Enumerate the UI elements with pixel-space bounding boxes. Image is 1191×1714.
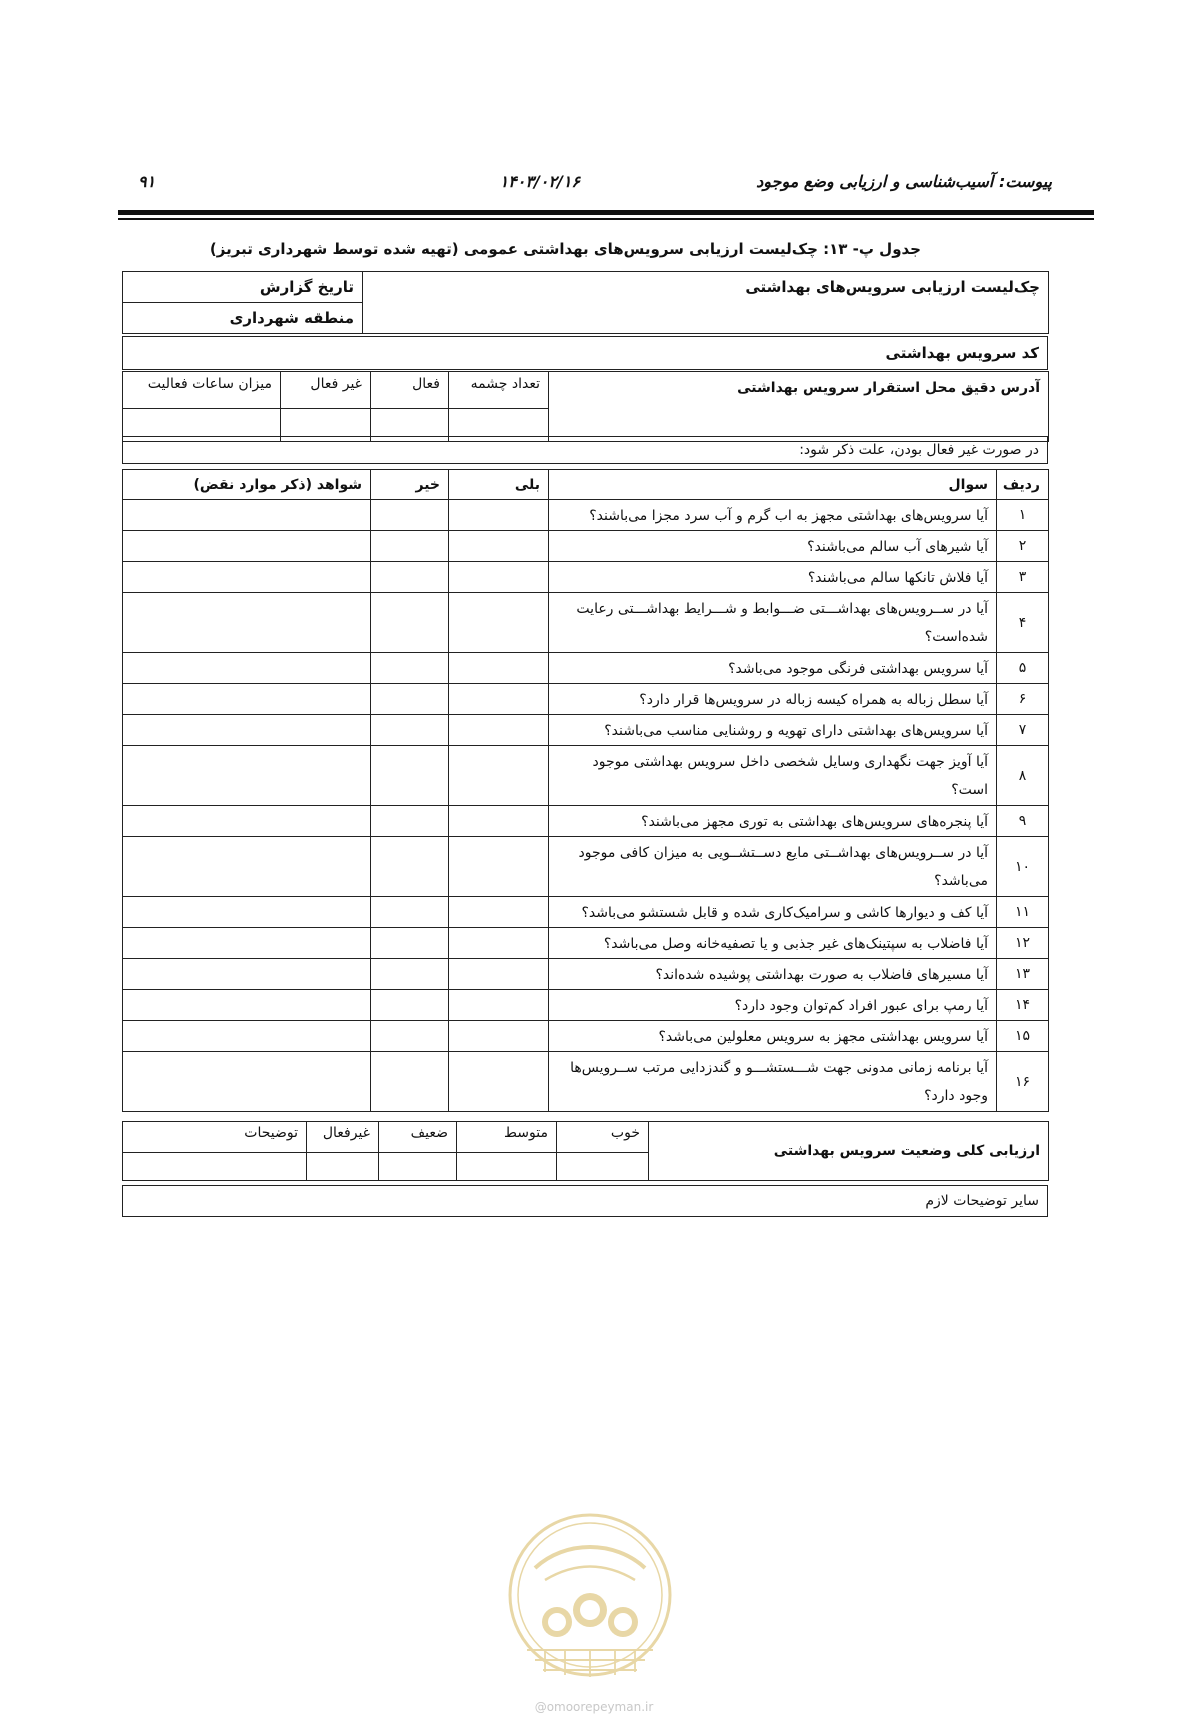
question-number: ۱ (997, 500, 1049, 531)
question-number: ۵ (997, 653, 1049, 684)
question-text: آیا سرویس‌های بهداشتی دارای تهویه و روشنایی مناسب می‌باشند؟ (549, 715, 997, 746)
evidence-cell (123, 562, 371, 593)
activity-hours-label: میزان ساعات فعالیت (123, 372, 281, 409)
evidence-cell (123, 500, 371, 531)
question-number: ۷ (997, 715, 1049, 746)
answer-no-cell (371, 806, 449, 837)
col-evidence-header: شواهد (ذکر موارد نقض) (123, 470, 371, 500)
evidence-cell (123, 715, 371, 746)
inactive-reason-label: در صورت غیر فعال بودن، علت ذکر شود: (123, 437, 1048, 464)
evidence-cell (123, 684, 371, 715)
evidence-cell (123, 837, 371, 897)
assessment-title: ارزیابی کلی وضعیت سرویس بهداشتی (649, 1122, 1049, 1181)
question-text: آیا شیرهای آب سالم می‌باشند؟ (549, 531, 997, 562)
report-date-label: تاریخ گزارش (123, 272, 363, 303)
location-table (122, 371, 1049, 442)
answer-yes-cell (449, 715, 549, 746)
answer-no-cell (371, 837, 449, 897)
answer-no-cell (371, 593, 449, 653)
question-text: آیا فاضلاب به سپتینک‌های غیر جذبی و یا تصفیه‌خانه وصل می‌باشد؟ (549, 928, 997, 959)
answer-yes-cell (449, 806, 549, 837)
answer-yes-cell (449, 837, 549, 897)
question-row (123, 990, 1049, 1021)
question-text: آیا در ســرویس‌های بهداشــتی مایع دســتشــویی به میزان کافی موجود می‌باشد؟ (549, 837, 997, 897)
question-text: آیا آویز جهت نگهداری وسایل شخصی داخل سرویس بهداشتی موجود است؟ (549, 746, 997, 806)
question-number: ۳ (997, 562, 1049, 593)
question-row (123, 593, 1049, 653)
header-rule-thick (118, 210, 1094, 215)
answer-no-cell (371, 928, 449, 959)
question-row (123, 837, 1049, 897)
answer-no-cell (371, 990, 449, 1021)
publisher-logo (505, 1510, 675, 1680)
answer-no-cell (371, 562, 449, 593)
evidence-cell (123, 806, 371, 837)
page-header (118, 172, 1052, 194)
evidence-cell (123, 746, 371, 806)
answer-no-cell (371, 1052, 449, 1112)
col-no-header: خیر (371, 470, 449, 500)
question-row (123, 500, 1049, 531)
other-notes-label: سایر توضیحات لازم (123, 1186, 1048, 1217)
question-number: ۹ (997, 806, 1049, 837)
question-row (123, 897, 1049, 928)
logo-caption: @omoorepeyman.ir (534, 1700, 654, 1714)
evidence-cell (123, 928, 371, 959)
service-code-label: کد سرویس بهداشتی (123, 337, 1048, 370)
question-row (123, 959, 1049, 990)
question-text: آیا سرویس بهداشتی مجهز به سرویس معلولین می‌باشد؟ (549, 1021, 997, 1052)
evidence-cell (123, 959, 371, 990)
question-number: ۲ (997, 531, 1049, 562)
inactive-reason-table (122, 436, 1048, 464)
answer-no-cell (371, 959, 449, 990)
evidence-cell (123, 897, 371, 928)
questions-header-row (123, 470, 1049, 500)
question-text: آیا پنجره‌های سرویس‌های بهداشتی به توری مجهز می‌باشند؟ (549, 806, 997, 837)
question-number: ۴ (997, 593, 1049, 653)
answer-no-cell (371, 653, 449, 684)
question-number: ۸ (997, 746, 1049, 806)
question-row (123, 531, 1049, 562)
notes-label: توضیحات (123, 1122, 307, 1153)
good-cell (557, 1153, 649, 1181)
question-number: ۱۳ (997, 959, 1049, 990)
question-text: آیا رمپ برای عبور افراد کم‌توان وجود دارد؟ (549, 990, 997, 1021)
page-number: ۹۱ (138, 172, 156, 191)
col-row-header: ردیف (997, 470, 1049, 500)
answer-yes-cell (449, 653, 549, 684)
question-text: آیا سرویس‌های بهداشتی مجهز به اب گرم و آب سرد مجزا می‌باشند؟ (549, 500, 997, 531)
answer-no-cell (371, 746, 449, 806)
header-date: ۱۴۰۳/۰۲/۱۶ (499, 172, 580, 191)
checklist-header-table (122, 271, 1049, 334)
evidence-cell (123, 653, 371, 684)
evidence-cell (123, 1021, 371, 1052)
question-text: آیا سرویس بهداشتی فرنگی موجود می‌باشد؟ (549, 653, 997, 684)
question-text: آیا سطل زباله به همراه کیسه زباله در سرویس‌ها قرار دارد؟ (549, 684, 997, 715)
answer-yes-cell (449, 1052, 549, 1112)
question-number: ۱۰ (997, 837, 1049, 897)
question-number: ۶ (997, 684, 1049, 715)
answer-no-cell (371, 531, 449, 562)
evidence-cell (123, 593, 371, 653)
question-number: ۱۱ (997, 897, 1049, 928)
answer-yes-cell (449, 959, 549, 990)
question-number: ۱۶ (997, 1052, 1049, 1112)
weak-label: ضعیف (379, 1122, 457, 1153)
answer-yes-cell (449, 1021, 549, 1052)
inactive-status-label: غیرفعال (307, 1122, 379, 1153)
question-row (123, 653, 1049, 684)
answer-no-cell (371, 500, 449, 531)
average-label: متوسط (457, 1122, 557, 1153)
question-row (123, 746, 1049, 806)
question-text: آیا در ســرویس‌های بهداشـــتی ضـــوابط و شـــرایط بهداشـــتی رعایت شده‌است؟ (549, 593, 997, 653)
question-text: آیا برنامه زمانی مدونی جهت شـــستشـــو و گندزدایی مرتب ســرویس‌ها وجود دارد؟ (549, 1052, 997, 1112)
district-label: منطقه شهرداری (123, 303, 363, 334)
answer-yes-cell (449, 746, 549, 806)
answer-yes-cell (449, 990, 549, 1021)
answer-yes-cell (449, 684, 549, 715)
answer-no-cell (371, 684, 449, 715)
assessment-table (122, 1121, 1049, 1181)
question-text: آیا کف و دیوارها کاشی و سرامیک‌کاری شده و قابل شستشو می‌باشد؟ (549, 897, 997, 928)
header-subject: پیوست: آسیب‌شناسی و ارزیابی وضع موجود (756, 172, 1052, 191)
answer-yes-cell (449, 531, 549, 562)
question-row (123, 1021, 1049, 1052)
col-yes-header: بلی (449, 470, 549, 500)
evidence-cell (123, 990, 371, 1021)
other-notes-table (122, 1185, 1048, 1217)
question-text: آیا مسیرهای فاضلاب به صورت بهداشتی پوشیده شده‌اند؟ (549, 959, 997, 990)
evidence-cell (123, 1052, 371, 1112)
checklist-title: چک‌لیست ارزیابی سرویس‌های بهداشتی (363, 272, 1049, 334)
inactive-label: غیر فعال (281, 372, 371, 409)
question-text: آیا فلاش تانکها سالم می‌باشند؟ (549, 562, 997, 593)
inactive-status-cell (307, 1153, 379, 1181)
weak-cell (379, 1153, 457, 1181)
active-label: فعال (371, 372, 449, 409)
address-label: آدرس دقیق محل استقرار سرویس بهداشتی (549, 372, 1049, 442)
table-title: جدول پ- ۱۳: چک‌لیست ارزیابی سرویس‌های بهداشتی عمومی (تهیه شده توسط شهرداری تبریز) (209, 240, 921, 258)
question-row (123, 684, 1049, 715)
question-number: ۱۴ (997, 990, 1049, 1021)
question-row (123, 1052, 1049, 1112)
notes-cell (123, 1153, 307, 1181)
answer-yes-cell (449, 500, 549, 531)
spring-count-label: تعداد چشمه (449, 372, 549, 409)
answer-yes-cell (449, 593, 549, 653)
good-label: خوب (557, 1122, 649, 1153)
question-number: ۱۲ (997, 928, 1049, 959)
col-question-header: سوال (549, 470, 997, 500)
question-row (123, 928, 1049, 959)
answer-yes-cell (449, 928, 549, 959)
average-cell (457, 1153, 557, 1181)
answer-no-cell (371, 897, 449, 928)
question-number: ۱۵ (997, 1021, 1049, 1052)
evidence-cell (123, 531, 371, 562)
answer-no-cell (371, 715, 449, 746)
answer-yes-cell (449, 897, 549, 928)
service-code-table (122, 336, 1048, 370)
question-row (123, 562, 1049, 593)
question-row (123, 806, 1049, 837)
questions-table (122, 469, 1049, 1112)
header-rule-thin (118, 218, 1094, 220)
answer-yes-cell (449, 562, 549, 593)
answer-no-cell (371, 1021, 449, 1052)
question-row (123, 715, 1049, 746)
